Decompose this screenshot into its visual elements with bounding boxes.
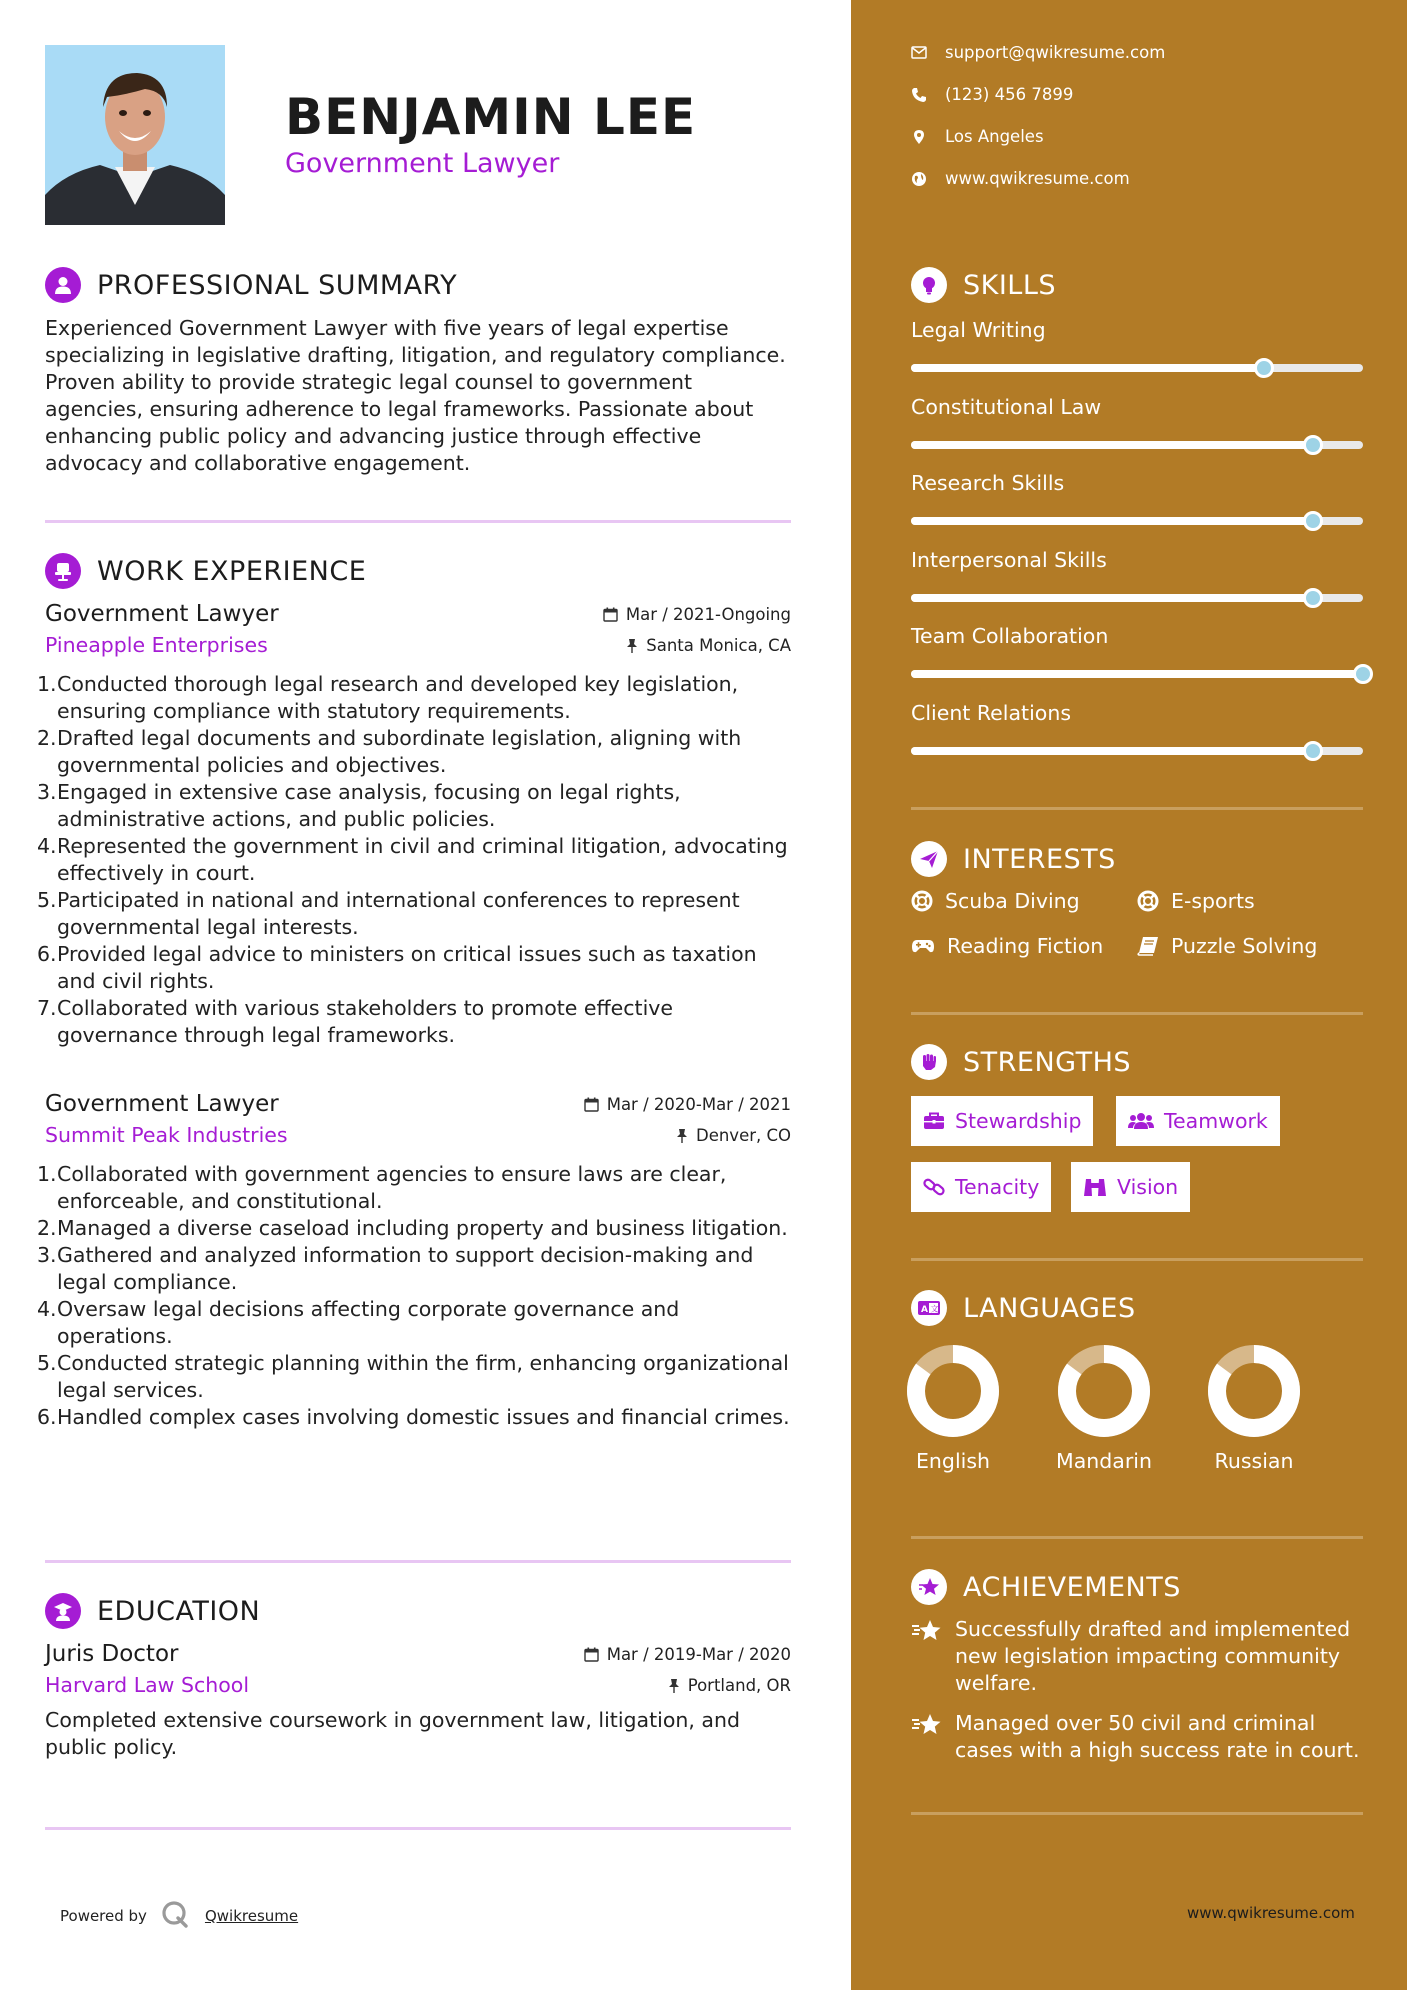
chair-icon: [45, 553, 81, 589]
interest-item: Scuba Diving: [911, 889, 1080, 913]
job-date: Mar / 2021-Ongoing: [603, 605, 791, 624]
qwikresume-logo-icon: [161, 1900, 189, 1932]
link-icon: [923, 1176, 945, 1198]
skill-slider-track[interactable]: [911, 747, 1363, 755]
skill-slider-track[interactable]: [911, 441, 1363, 449]
paper-plane-icon: [911, 841, 947, 877]
list-item: 2. Drafted legal documents and subordinate legislation, aligning with governmental policies and objectives.: [37, 726, 742, 777]
skill-label: Research Skills: [911, 471, 1065, 495]
divider: [911, 1258, 1363, 1261]
fist-icon: [911, 1044, 947, 1080]
skill-item: [911, 624, 1363, 678]
skill-slider-fill: [911, 670, 1363, 678]
skill-label: Legal Writing: [911, 318, 1046, 342]
language-label: Russian: [1214, 1449, 1294, 1473]
phone-icon: [911, 87, 927, 103]
lifebuoy-icon: [911, 890, 933, 912]
svg-text:A: A: [921, 1305, 928, 1315]
graduate-icon: [45, 1593, 81, 1629]
skill-slider-fill: [911, 364, 1264, 372]
divider: [45, 520, 791, 523]
skill-item: [911, 548, 1363, 602]
lifebuoy-icon: [1137, 890, 1159, 912]
education-entry: [45, 1641, 791, 1761]
candidate-title: Government Lawyer: [285, 148, 560, 179]
profile-photo: [45, 45, 225, 225]
users-icon: [1128, 1112, 1154, 1130]
language-donut: [905, 1343, 1001, 1439]
skill-slider-knob[interactable]: [1303, 588, 1323, 608]
skill-slider-knob[interactable]: [1254, 358, 1274, 378]
summary-heading: PROFESSIONAL SUMMARY: [45, 267, 457, 303]
pin-icon: [676, 1128, 688, 1143]
contact-phone[interactable]: (123) 456 7899: [911, 85, 1073, 104]
skill-item: [911, 471, 1363, 525]
strength-chip: Vision: [1071, 1162, 1190, 1212]
list-item: 5. Participated in national and international conferences to represent governmental legal interests.: [37, 888, 740, 939]
footer-website[interactable]: www.qwikresume.com: [1187, 1904, 1355, 1922]
skill-label: Constitutional Law: [911, 394, 1102, 419]
achievements-heading: ACHIEVEMENTS: [911, 1569, 1181, 1605]
education-location: Portland, OR: [668, 1676, 791, 1695]
list-item: 2. Managed a diverse caseload including property and business litigation.: [37, 1216, 788, 1240]
pin-icon: [626, 638, 638, 653]
divider: [911, 1012, 1363, 1015]
job-company: Pineapple Enterprises: [45, 633, 268, 657]
skills-heading: SKILLS: [911, 267, 1056, 303]
shooting-star-icon: [911, 1618, 943, 1644]
shooting-star-icon: [911, 1712, 943, 1738]
skill-label: Client Relations: [911, 700, 1072, 725]
skill-item: [911, 395, 1363, 449]
list-item: 3. Gathered and analyzed information to support decision-making and legal compliance.: [37, 1243, 754, 1294]
skill-slider-fill: [911, 441, 1313, 449]
language-label: English: [915, 1449, 991, 1473]
language-item: [1044, 1343, 1164, 1473]
skill-slider-knob[interactable]: [1303, 741, 1323, 761]
achievement-item: Managed over 50 civil and criminal cases with a high success rate in court.: [911, 1710, 1371, 1764]
strengths-heading: STRENGTHS: [911, 1044, 1131, 1080]
footer-powered-by: Powered by Qwikresume: [60, 1900, 298, 1932]
job-bullets: [37, 671, 791, 1049]
job-role: Government Lawyer: [45, 601, 279, 627]
user-icon: [45, 267, 81, 303]
briefcase-icon: [923, 1112, 945, 1130]
language-item: [893, 1343, 1013, 1473]
skill-label: Interpersonal Skills: [911, 547, 1107, 572]
list-item: 5. Conducted strategic planning within the firm, enhancing organizational legal services.: [37, 1351, 789, 1402]
list-item: 6. Handled complex cases involving domestic issues and financial crimes.: [37, 1405, 790, 1429]
divider: [911, 807, 1363, 810]
contact-email[interactable]: support@qwikresume.com: [911, 43, 1165, 62]
map-marker-icon: [911, 129, 927, 145]
skill-slider-knob[interactable]: [1303, 511, 1323, 531]
pin-icon: [668, 1678, 680, 1693]
skill-slider-knob[interactable]: [1303, 435, 1323, 455]
binoculars-icon: [1083, 1177, 1107, 1197]
job-entry: [37, 1091, 791, 1431]
list-item: 1. Collaborated with government agencies to ensure laws are clear, enforceable, and constitutional.: [37, 1162, 727, 1213]
job-company: Summit Peak Industries: [45, 1123, 288, 1147]
education-heading: EDUCATION: [45, 1593, 260, 1629]
job-bullets: [37, 1161, 791, 1431]
skill-slider-fill: [911, 747, 1313, 755]
skill-slider-track[interactable]: [911, 594, 1363, 602]
job-location: Denver, CO: [676, 1126, 791, 1145]
lightbulb-icon: [911, 267, 947, 303]
language-donut: [1206, 1343, 1302, 1439]
book-icon: [1137, 936, 1159, 956]
school: Harvard Law School: [45, 1673, 250, 1697]
list-item: 7. Collaborated with various stakeholders to promote effective governance through legal frameworks.: [37, 996, 674, 1047]
list-item: 4. Oversaw legal decisions affecting corporate governance and operations.: [37, 1297, 680, 1348]
language-label: Mandarin: [1056, 1449, 1152, 1473]
skill-slider-track[interactable]: [911, 517, 1363, 525]
experience-heading: WORK EXPERIENCE: [45, 553, 366, 589]
education-description: Completed extensive coursework in government law, litigation, and public policy.: [45, 1708, 740, 1759]
skill-slider-fill: [911, 517, 1313, 525]
interests-heading: INTERESTS: [911, 841, 1116, 877]
envelope-icon: [911, 46, 927, 59]
languages-heading: A 文 LANGUAGES: [911, 1290, 1136, 1326]
divider: [45, 1827, 791, 1830]
list-item: 3. Engaged in extensive case analysis, focusing on legal rights, administrative actions, and public policies.: [37, 780, 681, 831]
globe-icon: [911, 171, 927, 187]
star-icon: [911, 1569, 947, 1605]
degree: Juris Doctor: [45, 1641, 179, 1667]
strength-chip: Stewardship: [911, 1096, 1093, 1146]
skill-label: Team Collaboration: [911, 624, 1109, 648]
translate-icon: [911, 1290, 947, 1326]
skill-slider-fill: [911, 594, 1313, 602]
strength-chip: Teamwork: [1116, 1096, 1280, 1146]
candidate-name: BENJAMIN LEE: [285, 88, 697, 146]
divider: [911, 1536, 1363, 1539]
list-item: 1. Conducted thorough legal research and developed key legislation, ensuring compliance with statutory requirements.: [37, 672, 739, 723]
contact-website[interactable]: www.qwikresume.com: [911, 169, 1130, 188]
calendar-icon: [584, 1097, 599, 1112]
list-item: 6. Provided legal advice to ministers on critical issues such as taxation and civil rights.: [37, 942, 757, 993]
divider: [45, 1560, 791, 1563]
interest-item: Reading Fiction: [911, 934, 1103, 958]
strength-chip: Tenacity: [911, 1162, 1051, 1212]
svg-text:文: 文: [930, 1304, 939, 1314]
calendar-icon: [603, 607, 618, 622]
job-entry: [37, 601, 791, 1049]
skill-slider-knob[interactable]: [1353, 664, 1373, 684]
skill-item: [911, 701, 1363, 755]
summary-text: Experienced Government Lawyer with five years of legal expertise specializing in legislative drafting, litigation, and regulatory compliance. Proven ability to provide strategic legal counsel to government agencies, ensuring adherence to legal frameworks. Passionate about enhancing public policy and advancing justice through effective advocacy and collaborative engagement.: [45, 316, 786, 475]
achievement-item: Successfully drafted and implemented new legislation impacting community welfare.: [911, 1616, 1371, 1697]
calendar-icon: [584, 1647, 599, 1662]
job-date: Mar / 2020-Mar / 2021: [584, 1095, 791, 1114]
language-item: [1194, 1343, 1314, 1473]
interest-item: Puzzle Solving: [1137, 934, 1317, 958]
list-item: 4. Represented the government in civil and criminal litigation, advocating effectively in court.: [37, 834, 788, 885]
language-donut: [1056, 1343, 1152, 1439]
contact-location: Los Angeles: [911, 127, 1044, 146]
education-date: Mar / 2019-Mar / 2020: [584, 1645, 791, 1664]
job-location: Santa Monica, CA: [626, 636, 791, 655]
job-role: Government Lawyer: [45, 1091, 279, 1117]
qwikresume-link[interactable]: Qwikresume: [204, 1907, 299, 1925]
skill-slider-track[interactable]: [911, 364, 1363, 372]
skill-item: [911, 318, 1363, 372]
skill-slider-track[interactable]: [911, 670, 1363, 678]
gamepad-icon: [911, 938, 935, 954]
interest-item: E-sports: [1137, 889, 1255, 913]
divider: [911, 1812, 1363, 1815]
